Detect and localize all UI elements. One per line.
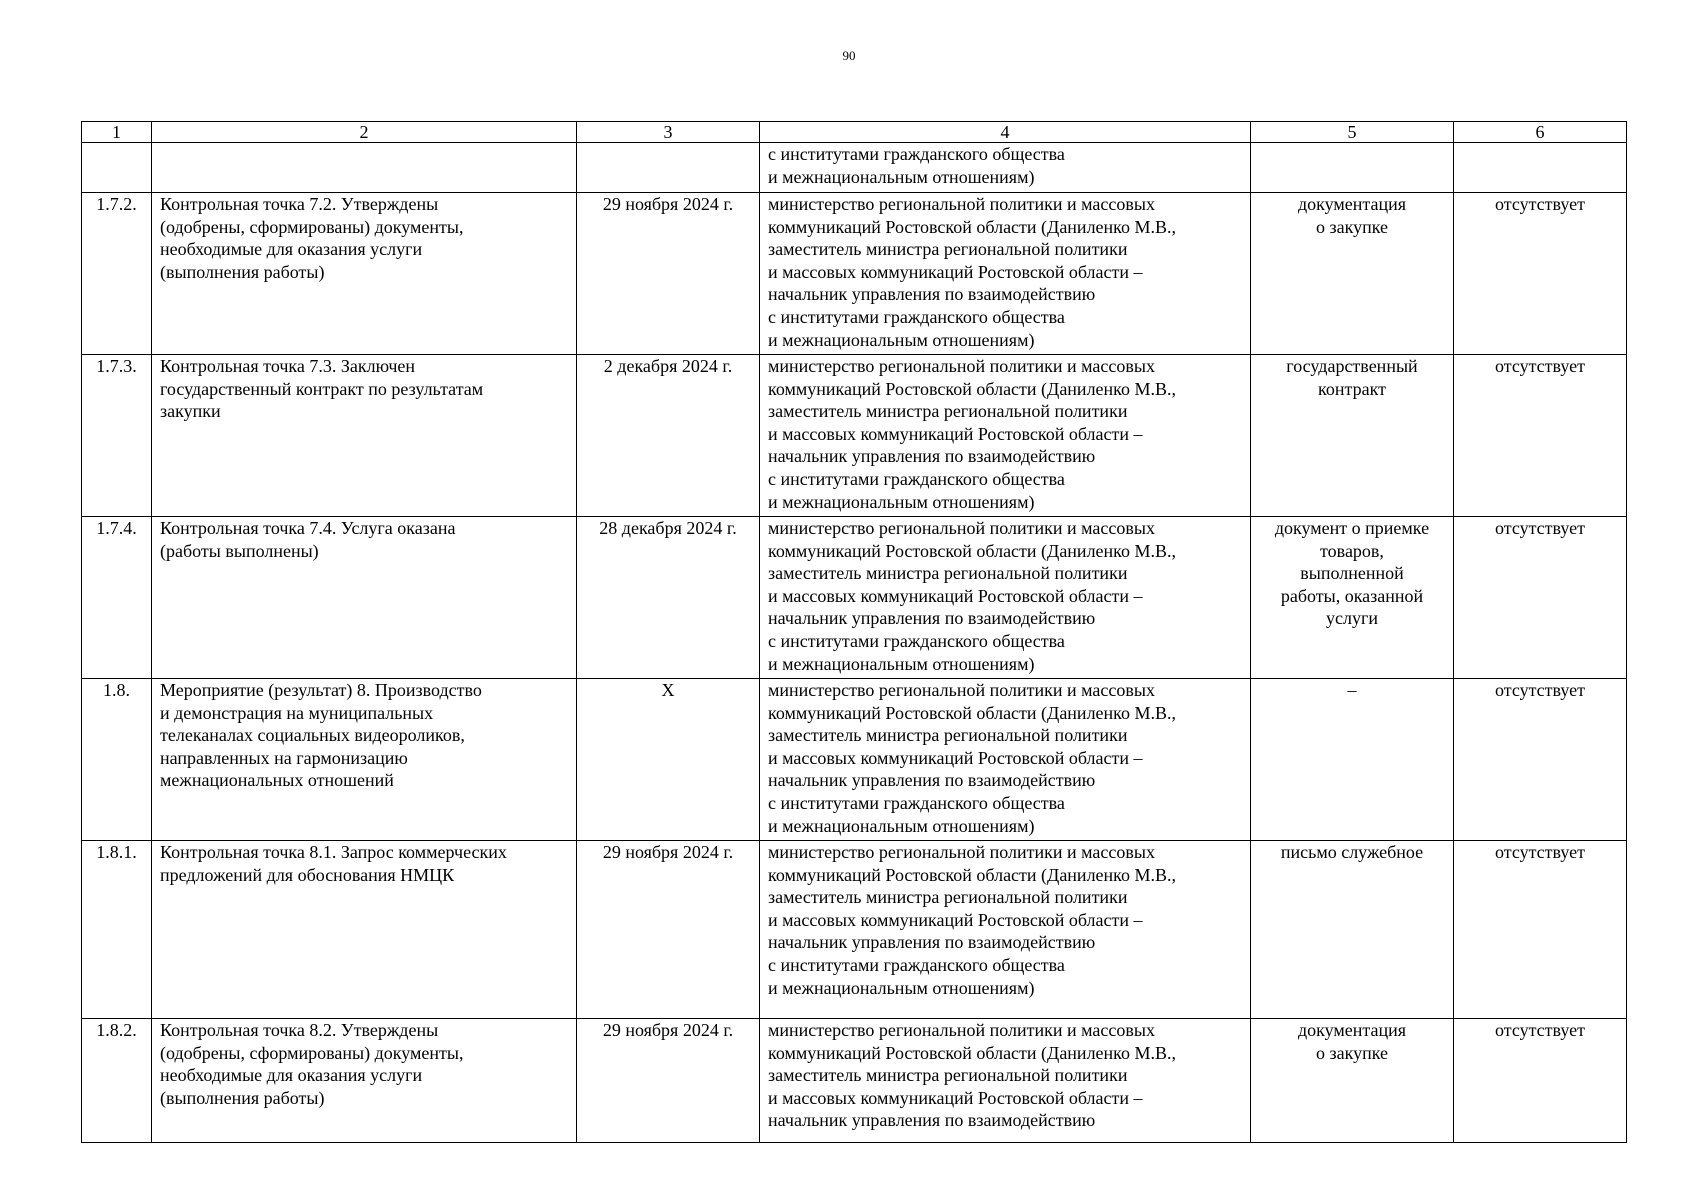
responsible-line: начальник управления по взаимодействию (768, 446, 1096, 467)
cell-name (152, 517, 577, 679)
plan-table (81, 121, 1627, 1143)
cell-status: отсутствует (1454, 841, 1627, 1019)
table-row (82, 355, 1627, 517)
name-line: направленных на гармонизацию (160, 747, 408, 768)
name-line: Контрольная точка 7.3. Заключен (160, 356, 416, 376)
document-line: товаров, (1320, 540, 1384, 561)
cell-date: Х (577, 679, 760, 841)
cell-status: отсутствует (1454, 193, 1627, 355)
responsible-line: и массовых коммуникаций Ростовской области – (768, 909, 1143, 930)
responsible-line: коммуникаций Ростовской области (Даниленко М.В., (768, 540, 1177, 561)
responsible-line: коммуникаций Ростовской области (Даниленко М.В., (768, 216, 1177, 237)
cell-document (1251, 517, 1454, 679)
cell-num (82, 143, 152, 193)
table-row (82, 193, 1627, 355)
cell-date: 29 ноября 2024 г. (577, 1019, 760, 1143)
cell-status: отсутствует (1454, 517, 1627, 679)
continuation-row (82, 143, 1627, 193)
table-row (82, 517, 1627, 679)
document-line: – (1347, 680, 1357, 700)
responsible-line: и массовых коммуникаций Ростовской области – (768, 423, 1143, 444)
responsible-line: коммуникаций Ростовской области (Даниленко М.В., (768, 1042, 1177, 1063)
responsible-line: начальник управления по взаимодействию (768, 770, 1096, 791)
header-col-4: 4 (760, 122, 1251, 143)
cell-document (1251, 193, 1454, 355)
responsible-line: коммуникаций Ростовской области (Даниленко М.В., (768, 378, 1177, 399)
header-col-1: 1 (82, 122, 152, 143)
cell-document (1251, 143, 1454, 193)
name-line: Мероприятие (результат) 8. Производство (160, 680, 482, 700)
document-line: выполненной (1300, 563, 1404, 584)
document-line: работы, оказанной (1280, 585, 1424, 606)
cell-name (152, 841, 577, 1019)
name-line: (выполнения работы) (160, 1087, 325, 1108)
responsible-line: заместитель министра региональной политики (768, 887, 1128, 908)
responsible-line: с институтами гражданского общества (768, 630, 1065, 651)
name-line: (одобрены, сформированы) документы, (160, 1042, 464, 1063)
responsible-line: коммуникаций Ростовской области (Даниленко М.В., (768, 864, 1177, 885)
cell-num: 1.7.3. (82, 355, 152, 517)
name-line: (одобрены, сформированы) документы, (160, 216, 464, 237)
header-col-5: 5 (1251, 122, 1454, 143)
name-line: закупки (160, 401, 221, 422)
document-line: о закупке (1315, 216, 1388, 237)
cell-date: 28 декабря 2024 г. (577, 517, 760, 679)
cell-name (152, 193, 577, 355)
responsible-line: и межнациональным отношениям) (768, 329, 1035, 350)
responsible-line: министерство региональной политики и массовых (768, 356, 1155, 376)
cell-num: 1.8.1. (82, 841, 152, 1019)
cell-num: 1.7.2. (82, 193, 152, 355)
page-number: 90 (842, 48, 856, 63)
name-line: телеканалах социальных видеороликов, (160, 725, 465, 746)
cell-date: 29 ноября 2024 г. (577, 193, 760, 355)
responsible-line: заместитель министра региональной политики (768, 725, 1128, 746)
responsible-line: и межнациональным отношениям) (768, 491, 1035, 512)
responsible-line: начальник управления по взаимодействию (768, 1110, 1096, 1131)
table-body (82, 193, 1627, 1143)
cell-name (152, 355, 577, 517)
responsible-line: с институтами гражданского общества (768, 144, 1065, 164)
responsible-line: и межнациональным отношениям) (768, 653, 1035, 674)
name-line: межнациональных отношений (160, 770, 394, 791)
document-line: документация (1297, 194, 1407, 214)
responsible-line: с институтами гражданского общества (768, 954, 1065, 975)
table-row (82, 679, 1627, 841)
name-line: (выполнения работы) (160, 261, 325, 282)
responsible-line: министерство региональной политики и массовых (768, 842, 1155, 862)
cell-responsible (760, 193, 1251, 355)
responsible-line: и межнациональным отношениям) (768, 815, 1035, 836)
name-line: Контрольная точка 8.1. Запрос коммерческих (160, 842, 507, 862)
responsible-line: заместитель министра региональной политики (768, 239, 1128, 260)
table-row (82, 841, 1627, 1019)
responsible-line: начальник управления по взаимодействию (768, 608, 1096, 629)
name-line: государственный контракт по результатам (160, 378, 484, 399)
header-row (82, 122, 1627, 143)
responsible-line: и массовых коммуникаций Ростовской области – (768, 1087, 1143, 1108)
responsible-line: начальник управления по взаимодействию (768, 284, 1096, 305)
name-line: необходимые для оказания услуги (160, 1065, 423, 1086)
name-line: Контрольная точка 7.2. Утверждены (160, 194, 439, 214)
responsible-line: и межнациональным отношениям) (768, 166, 1035, 187)
document-line: контракт (1318, 378, 1386, 399)
cell-status (1454, 143, 1627, 193)
cell-name (152, 679, 577, 841)
header-col-6: 6 (1454, 122, 1627, 143)
responsible-line: заместитель министра региональной политики (768, 401, 1128, 422)
cell-num: 1.7.4. (82, 517, 152, 679)
responsible-line: с институтами гражданского общества (768, 468, 1065, 489)
cell-num: 1.8. (82, 679, 152, 841)
cell-date: 29 ноября 2024 г. (577, 841, 760, 1019)
responsible-line: заместитель министра региональной политики (768, 563, 1128, 584)
name-line: предложений для обоснования НМЦК (160, 864, 455, 885)
document-line: документация (1297, 1020, 1407, 1040)
name-line: и демонстрация на муниципальных (160, 702, 434, 723)
cell-responsible (760, 355, 1251, 517)
responsible-line: заместитель министра региональной политики (768, 1065, 1128, 1086)
responsible-line: министерство региональной политики и массовых (768, 680, 1155, 700)
responsible-line: и межнациональным отношениям) (768, 977, 1035, 998)
cell-num: 1.8.2. (82, 1019, 152, 1143)
responsible-line: коммуникаций Ростовской области (Даниленко М.В., (768, 702, 1177, 723)
name-line: необходимые для оказания услуги (160, 239, 423, 260)
cell-document (1251, 1019, 1454, 1143)
responsible-line: и массовых коммуникаций Ростовской области – (768, 261, 1143, 282)
cell-responsible (760, 143, 1251, 193)
cell-name (152, 1019, 577, 1143)
name-line: (работы выполнены) (160, 540, 319, 561)
responsible-line: министерство региональной политики и массовых (768, 194, 1155, 214)
cell-document (1251, 841, 1454, 1019)
cell-status: отсутствует (1454, 1019, 1627, 1143)
cell-responsible (760, 517, 1251, 679)
cell-responsible (760, 1019, 1251, 1143)
responsible-line: с институтами гражданского общества (768, 306, 1065, 327)
header-col-3: 3 (577, 122, 760, 143)
cell-status: отсутствует (1454, 679, 1627, 841)
cell-responsible (760, 841, 1251, 1019)
responsible-line: с институтами гражданского общества (768, 792, 1065, 813)
cell-date (577, 143, 760, 193)
cell-document (1251, 355, 1454, 517)
table-row (82, 1019, 1627, 1143)
responsible-line: начальник управления по взаимодействию (768, 932, 1096, 953)
responsible-line: министерство региональной политики и массовых (768, 518, 1155, 538)
responsible-line: министерство региональной политики и массовых (768, 1020, 1155, 1040)
document-line: государственный (1286, 356, 1418, 376)
name-line: Контрольная точка 7.4. Услуга оказана (160, 518, 456, 538)
responsible-line: и массовых коммуникаций Ростовской области – (768, 585, 1143, 606)
cell-responsible (760, 679, 1251, 841)
document-line: письмо служебное (1280, 842, 1424, 862)
header-col-2: 2 (152, 122, 577, 143)
cell-date: 2 декабря 2024 г. (577, 355, 760, 517)
cell-status: отсутствует (1454, 355, 1627, 517)
cell-name (152, 143, 577, 193)
document-line: услуги (1326, 608, 1378, 629)
document-line: о закупке (1315, 1042, 1388, 1063)
document-line: документ о приемке (1274, 518, 1430, 538)
cell-document (1251, 679, 1454, 841)
name-line: Контрольная точка 8.2. Утверждены (160, 1020, 439, 1040)
responsible-line: и массовых коммуникаций Ростовской области – (768, 747, 1143, 768)
